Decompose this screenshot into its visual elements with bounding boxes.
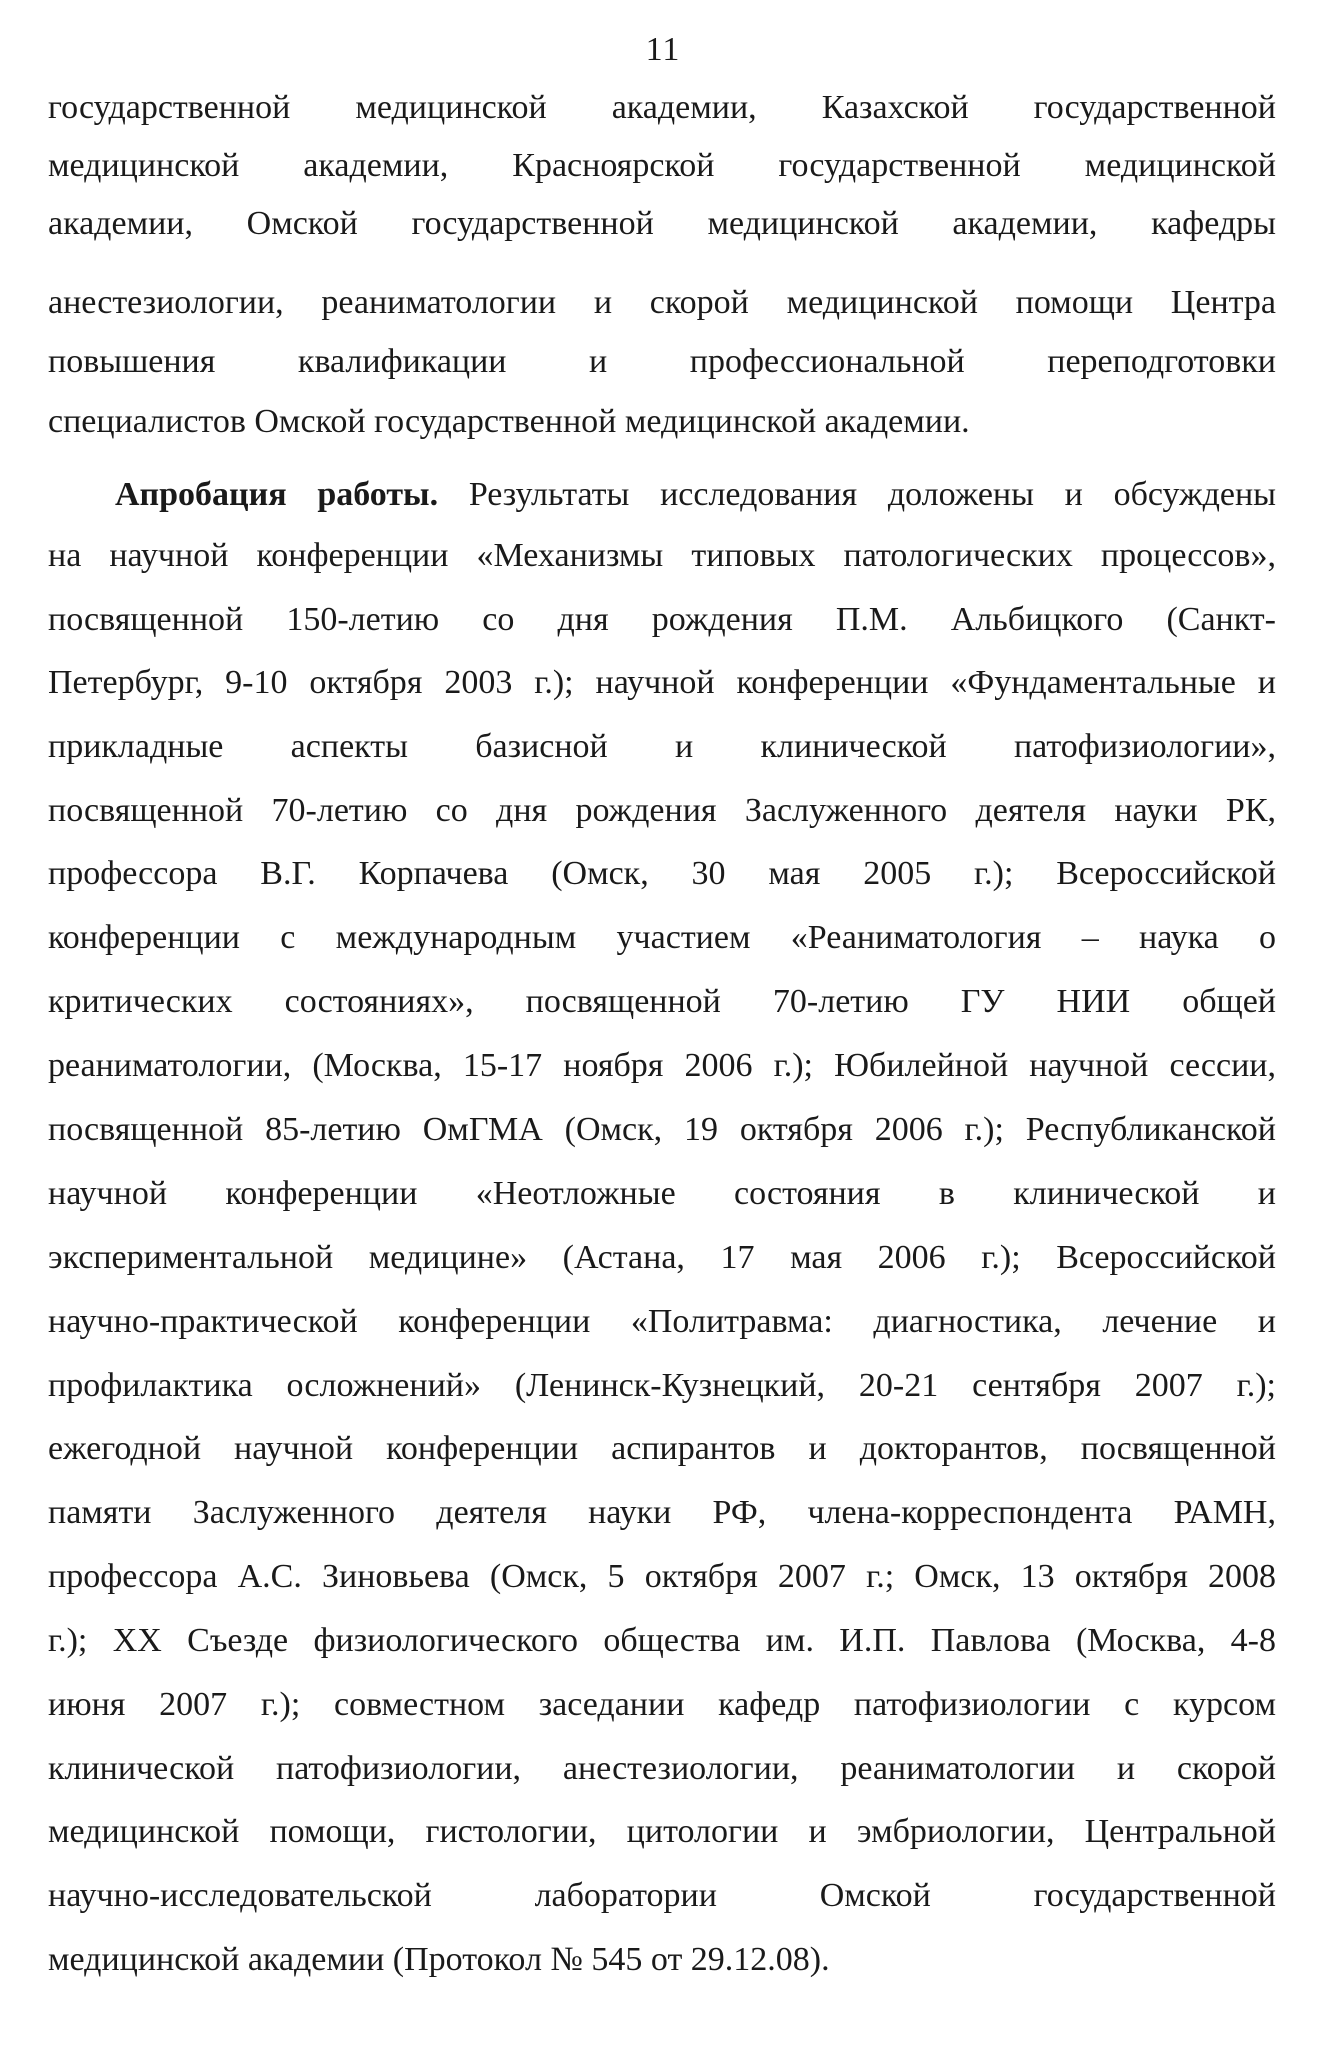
text-line: на научной конференции «Механизмы типовых патологических процессов», xyxy=(48,537,1276,574)
text-line: экспериментальной медицине» (Астана, 17 мая 2006 г.); Всероссийской xyxy=(48,1239,1276,1276)
text-line: ежегодной научной конференции аспирантов и докторантов, посвященной xyxy=(48,1430,1276,1467)
text-line-rest: Результаты исследования доложены и обсуждены xyxy=(438,476,1276,513)
text-line: критических состояниях», посвященной 70-летию ГУ НИИ общей xyxy=(48,983,1276,1020)
text-line: памяти Заслуженного деятеля науки РФ, члена-корреспондента РАМН, xyxy=(48,1494,1276,1531)
text-line: июня 2007 г.); совместном заседании кафедр патофизиологии с курсом xyxy=(48,1686,1276,1723)
text-line: Петербург, 9-10 октября 2003 г.); научной конференции «Фундаментальные и xyxy=(48,664,1276,701)
text-line: г.); XX Съезде физиологического общества им. И.П. Павлова (Москва, 4-8 xyxy=(48,1622,1276,1659)
text-line: научной конференции «Неотложные состояния в клинической и xyxy=(48,1175,1276,1212)
section-heading: Апробация работы. xyxy=(115,476,439,513)
text-line: посвященной 85-летию ОмГМА (Омск, 19 октября 2006 г.); Республиканской xyxy=(48,1111,1276,1148)
text-line: специалистов Омской государственной медицинской академии. xyxy=(48,403,970,440)
text-line: повышения квалификации и профессиональной переподготовки xyxy=(48,343,1276,380)
text-line: профессора А.С. Зиновьева (Омск, 5 октября 2007 г.; Омск, 13 октября 2008 xyxy=(48,1558,1276,1595)
text-line-first xyxy=(115,475,1276,515)
text-line: государственной медицинской академии, Казахской государственной xyxy=(48,89,1276,126)
text-line: клинической патофизиологии, анестезиологии, реаниматологии и скорой xyxy=(48,1750,1276,1787)
text-line: профессора В.Г. Корпачева (Омск, 30 мая 2005 г.); Всероссийской xyxy=(48,855,1276,892)
text-line: посвященной 150-летию со дня рождения П.М. Альбицкого (Санкт- xyxy=(48,601,1276,638)
page-number: 11 xyxy=(645,31,681,68)
text-line: прикладные аспекты базисной и клинической патофизиологии», xyxy=(48,728,1276,765)
text-line: медицинской академии (Протокол № 545 от 29.12.08). xyxy=(48,1941,830,1978)
text-line: медицинской помощи, гистологии, цитологии и эмбриологии, Центральной xyxy=(48,1813,1276,1850)
text-line: медицинской академии, Красноярской государственной медицинской xyxy=(48,147,1276,184)
text-line: профилактика осложнений» (Ленинск-Кузнецкий, 20-21 сентября 2007 г.); xyxy=(48,1367,1276,1404)
text-line: посвященной 70-летию со дня рождения Заслуженного деятеля науки РК, xyxy=(48,792,1276,829)
text-line: академии, Омской государственной медицинской академии, кафедры xyxy=(48,205,1276,242)
text-line: реаниматологии, (Москва, 15-17 ноября 2006 г.); Юбилейной научной сессии, xyxy=(48,1047,1276,1084)
text-line: конференции с международным участием «Реаниматология – наука о xyxy=(48,919,1276,956)
text-line: анестезиологии, реаниматологии и скорой медицинской помощи Центра xyxy=(48,284,1276,321)
text-line: научно-исследовательской лаборатории Омской государственной xyxy=(48,1877,1276,1914)
text-line: научно-практической конференции «Политравма: диагностика, лечение и xyxy=(48,1303,1276,1340)
